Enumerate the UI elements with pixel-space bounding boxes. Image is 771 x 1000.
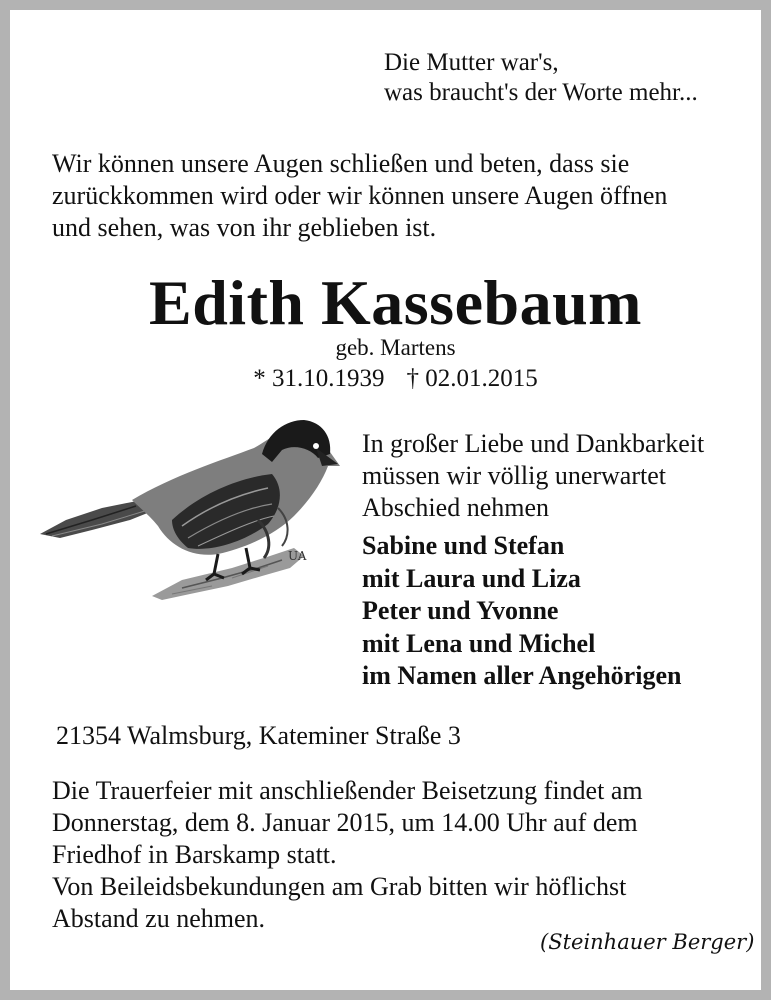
undertaker-signature: (Steinhauer Berger)	[540, 930, 755, 954]
funeral-line: Abstand zu nehmen.	[52, 904, 266, 933]
gratitude-text	[362, 428, 704, 524]
motto-line: was braucht's der Worte mehr...	[384, 79, 698, 106]
funeral-line: Von Beileidsbekundungen am Grab bitten wir höflichst	[52, 872, 627, 901]
funeral-line: Donnerstag, dem 8. Januar 2015, um 14.00 Uhr auf dem	[52, 808, 638, 837]
funeral-line: Friedhof in Barskamp statt.	[52, 840, 337, 869]
life-dates	[10, 364, 771, 394]
death-date: † 02.01.2015	[406, 365, 538, 392]
svg-text:UA: UA	[288, 549, 307, 563]
mourner-line: mit Lena und Michel	[362, 628, 596, 658]
funeral-notice	[52, 775, 643, 935]
gratitude-line: müssen wir völlig unerwartet	[362, 461, 666, 490]
intro-line: zurückkommen wird oder wir können unsere Augen öffnen	[52, 181, 668, 210]
mourners-list	[362, 530, 681, 693]
intro-text	[52, 148, 667, 244]
funeral-line: Die Trauerfeier mit anschließender Beisetzung findet am	[52, 776, 643, 805]
mourner-line: Peter und Yvonne	[362, 596, 559, 625]
birth-date: * 31.10.1939	[253, 365, 385, 392]
intro-line: und sehen, was von ihr geblieben ist.	[52, 213, 437, 242]
bird-illustration	[32, 408, 352, 608]
mourner-line: Sabine und Stefan	[362, 531, 565, 560]
gratitude-line: Abschied nehmen	[362, 493, 550, 522]
mourner-line: mit Laura und Liza	[362, 563, 581, 593]
intro-line: Wir können unsere Augen schließen und beten, dass sie	[52, 149, 630, 178]
motto-quote	[384, 48, 698, 108]
mourner-line: im Namen aller Angehörigen	[362, 661, 682, 690]
maiden-name: geb. Martens	[335, 335, 456, 360]
family-address: 21354 Walmsburg, Kateminer Straße 3	[56, 721, 461, 750]
deceased-name: Edith Kassebaum	[149, 267, 642, 338]
gratitude-line: In großer Liebe und Dankbarkeit	[362, 429, 705, 458]
motto-line: Die Mutter war's,	[384, 49, 559, 76]
